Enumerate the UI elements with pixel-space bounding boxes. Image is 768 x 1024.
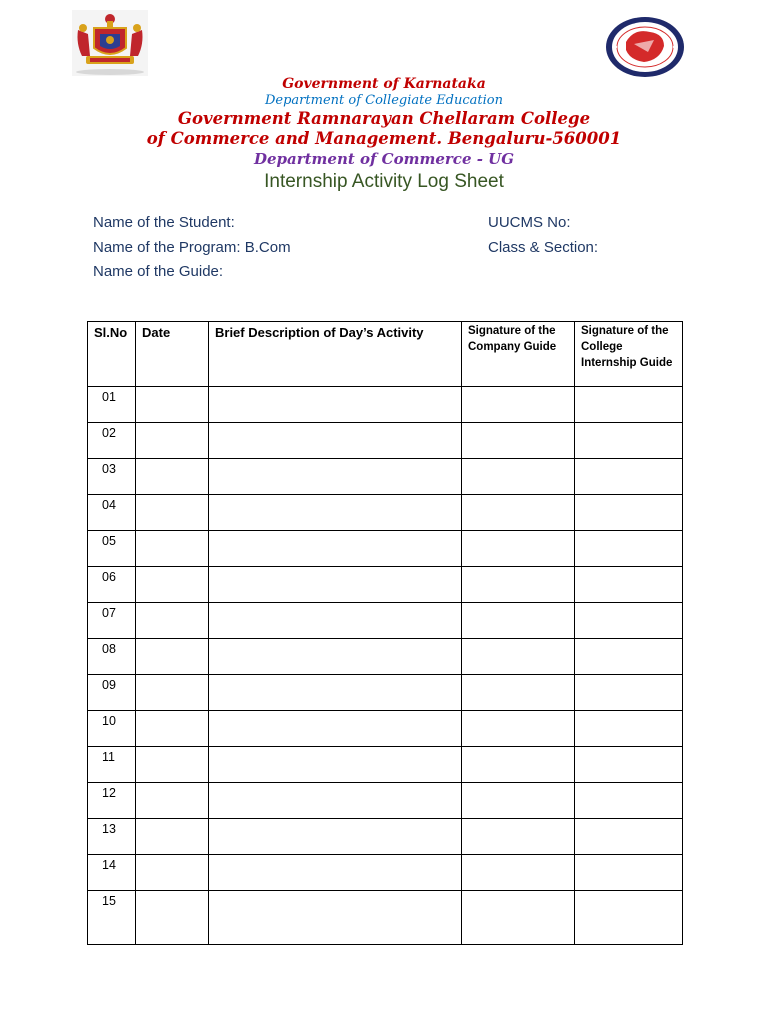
karnataka-emblem-icon xyxy=(72,10,148,76)
company-guide-signature-cell[interactable] xyxy=(462,531,575,567)
table-row xyxy=(88,387,683,423)
date-cell[interactable] xyxy=(136,387,209,423)
description-cell[interactable] xyxy=(209,819,462,855)
header-description: Brief Description of Day’s Activity xyxy=(209,322,462,387)
government-heading: Government of Karnataka xyxy=(282,76,486,92)
description-cell[interactable] xyxy=(209,459,462,495)
college-guide-signature-cell[interactable] xyxy=(575,603,683,639)
row-number: 13 xyxy=(88,819,136,855)
company-guide-signature-cell[interactable] xyxy=(462,711,575,747)
description-cell[interactable] xyxy=(209,675,462,711)
description-cell[interactable] xyxy=(209,567,462,603)
row-number: 03 xyxy=(88,459,136,495)
college-name-line2: of Commerce and Management. Bengaluru-560001 xyxy=(146,129,622,148)
header-date: Date xyxy=(136,322,209,387)
company-guide-signature-cell[interactable] xyxy=(462,675,575,711)
table-row xyxy=(88,495,683,531)
table-row xyxy=(88,567,683,603)
row-number: 12 xyxy=(88,783,136,819)
date-cell[interactable] xyxy=(136,567,209,603)
company-guide-signature-cell[interactable] xyxy=(462,603,575,639)
table-row xyxy=(88,675,683,711)
table-row xyxy=(88,711,683,747)
page-title: Internship Activity Log Sheet xyxy=(264,171,504,192)
row-number: 01 xyxy=(88,387,136,423)
header-slno: Sl.No xyxy=(88,322,136,387)
date-cell[interactable] xyxy=(136,783,209,819)
row-number: 08 xyxy=(88,639,136,675)
program-label: Name of the Program: B.Com xyxy=(93,239,291,256)
row-number: 09 xyxy=(88,675,136,711)
college-guide-signature-cell[interactable] xyxy=(575,783,683,819)
row-number: 11 xyxy=(88,747,136,783)
college-guide-signature-cell[interactable] xyxy=(575,891,683,945)
row-number: 02 xyxy=(88,423,136,459)
row-number: 06 xyxy=(88,567,136,603)
date-cell[interactable] xyxy=(136,495,209,531)
college-guide-signature-cell[interactable] xyxy=(575,423,683,459)
row-number: 04 xyxy=(88,495,136,531)
table-row xyxy=(88,423,683,459)
college-guide-signature-cell[interactable] xyxy=(575,747,683,783)
college-seal-icon xyxy=(604,16,686,78)
date-cell[interactable] xyxy=(136,423,209,459)
description-cell[interactable] xyxy=(209,639,462,675)
company-guide-signature-cell[interactable] xyxy=(462,495,575,531)
company-guide-signature-cell[interactable] xyxy=(462,387,575,423)
subdepartment-heading: Department of Commerce - UG xyxy=(253,150,515,168)
row-number: 05 xyxy=(88,531,136,567)
college-guide-signature-cell[interactable] xyxy=(575,531,683,567)
description-cell[interactable] xyxy=(209,495,462,531)
date-cell[interactable] xyxy=(136,891,209,945)
date-cell[interactable] xyxy=(136,603,209,639)
description-cell[interactable] xyxy=(209,855,462,891)
date-cell[interactable] xyxy=(136,639,209,675)
guide-label: Name of the Guide: xyxy=(93,263,224,280)
college-guide-signature-cell[interactable] xyxy=(575,567,683,603)
table-row xyxy=(88,891,683,945)
college-guide-signature-cell[interactable] xyxy=(575,675,683,711)
row-number: 14 xyxy=(88,855,136,891)
table-row xyxy=(88,819,683,855)
college-guide-signature-cell[interactable] xyxy=(575,711,683,747)
class-section-label: Class & Section: xyxy=(488,239,599,256)
description-cell[interactable] xyxy=(209,387,462,423)
college-guide-signature-cell[interactable] xyxy=(575,495,683,531)
date-cell[interactable] xyxy=(136,459,209,495)
description-cell[interactable] xyxy=(209,531,462,567)
company-guide-signature-cell[interactable] xyxy=(462,891,575,945)
description-cell[interactable] xyxy=(209,891,462,945)
table-row xyxy=(88,747,683,783)
company-guide-signature-cell[interactable] xyxy=(462,639,575,675)
table-row xyxy=(88,459,683,495)
description-cell[interactable] xyxy=(209,423,462,459)
table-row xyxy=(88,639,683,675)
department-heading: Department of Collegiate Education xyxy=(264,93,503,108)
college-guide-signature-cell[interactable] xyxy=(575,387,683,423)
date-cell[interactable] xyxy=(136,819,209,855)
date-cell[interactable] xyxy=(136,711,209,747)
college-name-line1: Government Ramnarayan Chellaram College xyxy=(177,109,591,128)
row-number: 15 xyxy=(88,891,136,945)
description-cell[interactable] xyxy=(209,603,462,639)
description-cell[interactable] xyxy=(209,783,462,819)
description-cell[interactable] xyxy=(209,747,462,783)
college-guide-signature-cell[interactable] xyxy=(575,855,683,891)
date-cell[interactable] xyxy=(136,747,209,783)
date-cell[interactable] xyxy=(136,675,209,711)
table-row xyxy=(88,603,683,639)
company-guide-signature-cell[interactable] xyxy=(462,423,575,459)
company-guide-signature-cell[interactable] xyxy=(462,747,575,783)
uucms-label: UUCMS No: xyxy=(488,214,571,231)
student-name-label: Name of the Student: xyxy=(93,214,235,231)
company-guide-signature-cell[interactable] xyxy=(462,567,575,603)
activity-log-table xyxy=(87,321,683,945)
company-guide-signature-cell[interactable] xyxy=(462,819,575,855)
date-cell[interactable] xyxy=(136,531,209,567)
college-guide-signature-cell[interactable] xyxy=(575,459,683,495)
header-company-guide: Signature of the Company Guide xyxy=(462,322,575,387)
company-guide-signature-cell[interactable] xyxy=(462,855,575,891)
table-row xyxy=(88,855,683,891)
company-guide-signature-cell[interactable] xyxy=(462,783,575,819)
college-guide-signature-cell[interactable] xyxy=(575,819,683,855)
table-header-row xyxy=(88,322,683,387)
table-row xyxy=(88,531,683,567)
college-guide-signature-cell[interactable] xyxy=(575,639,683,675)
company-guide-signature-cell[interactable] xyxy=(462,459,575,495)
row-number: 10 xyxy=(88,711,136,747)
row-number: 07 xyxy=(88,603,136,639)
description-cell[interactable] xyxy=(209,711,462,747)
date-cell[interactable] xyxy=(136,855,209,891)
header-college-guide: Signature of the College Internship Guide xyxy=(575,322,683,387)
table-row xyxy=(88,783,683,819)
